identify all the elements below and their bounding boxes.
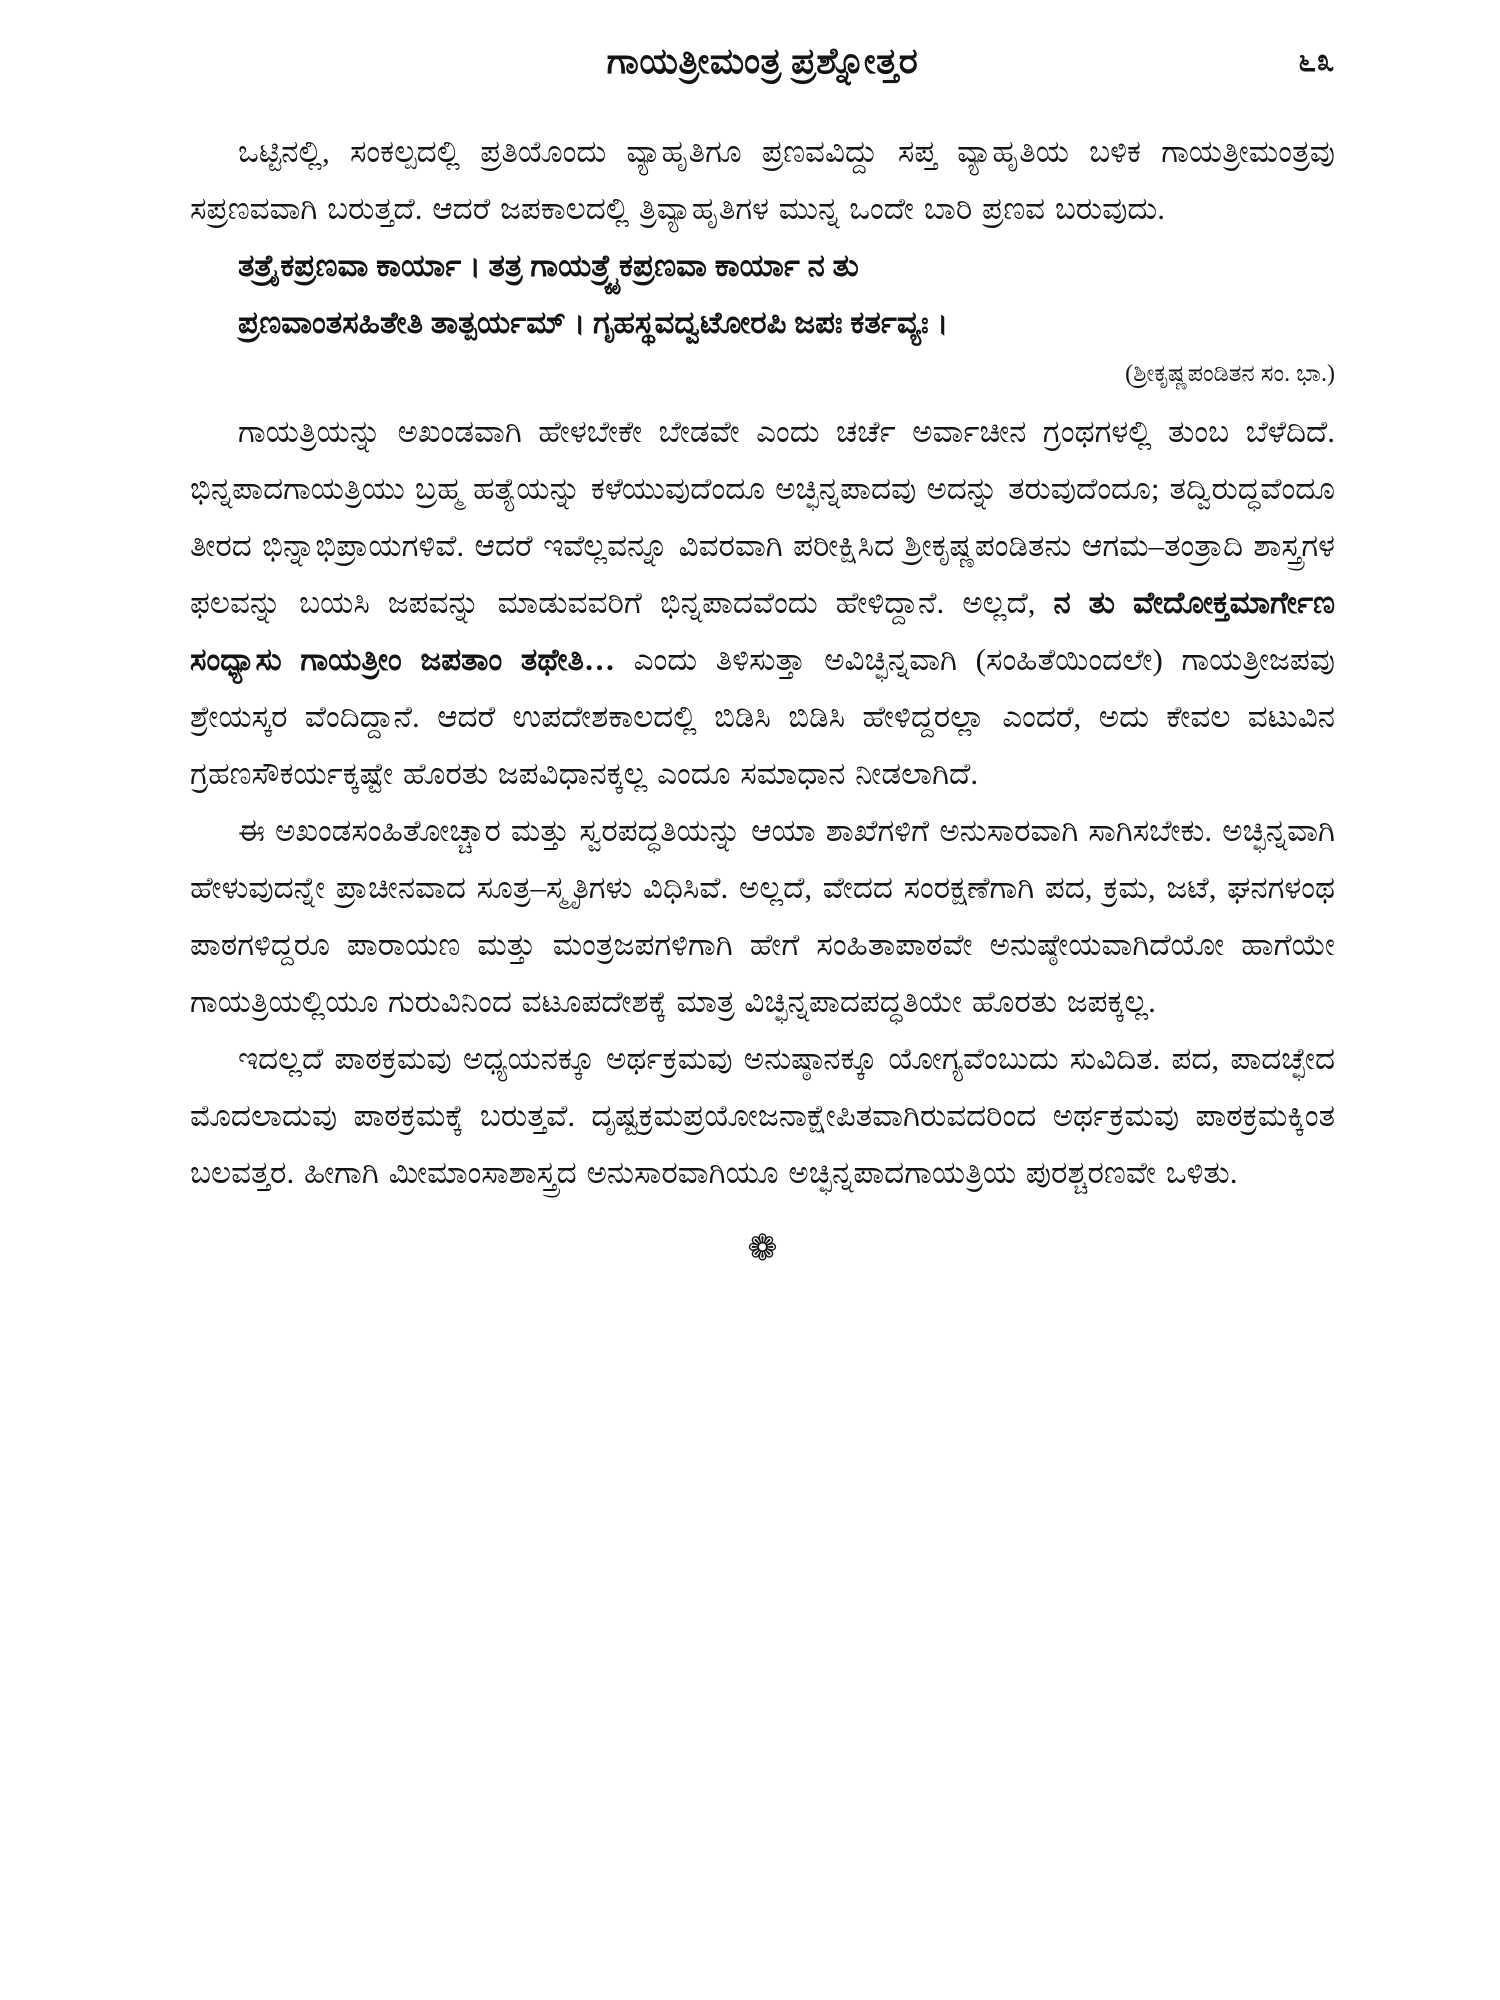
page-title: ಗಾಯತ್ರೀಮಂತ್ರ ಪ್ರಶ್ನೋತ್ತರ [606, 41, 919, 81]
quote-attribution: (ಶ್ರೀಕೃಷ್ಣಪಂಡಿತನ ಸಂ. ಭಾ.) [1125, 361, 1335, 387]
paragraph-4: ಇದಲ್ಲದೆ ಪಾಠಕ್ರಮವು ಅಧ್ಯಯನಕ್ಕೂ ಅರ್ಥಕ್ರಮವು ಅನುಷ್ಠಾನಕ್ಕೂ ಯೋಗ್ಯವೆಂಬುದು ಸುವಿದಿತ. ಪದ, ಪಾದಚ್ಛೇದ ಮೊದಲಾದುವು ಪಾಠಕ್ರಮಕ್ಕೆ ಬರುತ್ತವೆ. ದೃಷ್ಟಕ್ರಮಪ್ರಯೋಜನಾಕ್ಷೇಪಿತವಾಗಿರುವದರಿಂದ ಅರ್ಥಕ್ರಮವು ಪಾಠಕ್ರಮಕ್ಕಿಂತ ಬಲವತ್ತರ. ಹೀಗಾಗಿ ಮೀಮಾಂಸಾಶಾಸ್ತ್ರದ ಅನುಸಾರವಾಗಿಯೂ ಅಚ್ಛಿನ್ನಪಾದಗಾಯತ್ರಿಯ ಪುರಶ್ಚರಣವೇ ಒಳಿತು. [190, 1041, 1335, 1190]
page-header [190, 40, 1335, 83]
paragraph-2-text-continued: ಎಂದು ತಿಳಿಸುತ್ತಾ ಅವಿಚ್ಛಿನ್ನವಾಗಿ (ಸಂಹಿತೆಯಿಂದಲೇ) ಗಾಯತ್ರೀಜಪವು ಶ್ರೇಯಸ್ಕರ ವೆಂದಿದ್ದಾನೆ. ಆದರೆ ಉಪದೇಶಕಾಲದಲ್ಲಿ ಬಿಡಿಸಿ ಬಿಡಿಸಿ ಹೇಳಿದ್ದರಲ್ಲಾ ಎಂದರೆ, ಅದು ಕೇವಲ ವಟುವಿನ ಗ್ರಹಣಸೌಕರ್ಯಕ್ಕಷ್ಟೇ ಹೊರತು ಜಪವಿಧಾನಕ್ಕಲ್ಲ ಎಂದೂ ಸಮಾಧಾನ ನೀಡಲಾಗಿದೆ. [190, 642, 1335, 791]
page-number: ೬೩ [1298, 42, 1335, 78]
sanskrit-quote-line-1: ತತ್ರೈಕಪ್ರಣವಾ ಕಾರ್ಯಾ । ತತ್ರ ಗಾಯತ್ರ್ಯೈಕಪ್ರಣವಾ ಕಾರ್ಯಾ ನ ತು [238, 248, 859, 283]
paragraph-2 [190, 403, 1335, 802]
paragraph-2-bold-citation: ನ ತು ವೇದೋಕ್ತಮಾರ್ಗೇಣ ಸಂಧ್ಯಾಸು ಗಾಯತ್ರೀಂ ಜಪತಾಂ ತಥೇತಿ… [190, 585, 1335, 677]
sanskrit-quote [190, 237, 1335, 351]
flower-ornament: ❁ [747, 1228, 778, 1268]
paragraph-2-text: ಗಾಯತ್ರಿಯನ್ನು ಅಖಂಡವಾಗಿ ಹೇಳಬೇಕೇ ಬೇಡವೇ ಎಂದು ಚರ್ಚೆ ಅರ್ವಾಚೀನ ಗ್ರಂಥಗಳಲ್ಲಿ ತುಂಬ ಬೆಳೆದಿದೆ. ಭಿನ್ನಪಾದಗಾಯತ್ರಿಯು ಬ್ರಹ್ಮ ಹತ್ಯೆಯನ್ನು ಕಳೆಯುವುದೆಂದೂ ಅಚ್ಛಿನ್ನಪಾದವು ಅದನ್ನು ತರುವುದೆಂದೂ; ತದ್ವಿರುದ್ಧವೆಂದೂ ತೀರದ ಭಿನ್ನಾಭಿಪ್ರಾಯಗಳಿವೆ. ಆದರೆ ಇವೆಲ್ಲವನ್ನೂ ವಿವರವಾಗಿ ಪರೀಕ್ಷಿಸಿದ ಶ್ರೀಕೃಷ್ಣಪಂಡಿತನು ಆಗಮ–ತಂತ್ರಾದಿ ಶಾಸ್ತ್ರಗಳ ಫಲವನ್ನು ಬಯಸಿ ಜಪವನ್ನು ಮಾಡುವವರಿಗೆ ಭಿನ್ನಪಾದವೆಂದು ಹೇಳಿದ್ದಾನೆ. ಅಲ್ಲದೆ, [190, 414, 1335, 620]
sanskrit-quote-line-2: ಪ್ರಣವಾಂತಸಹಿತೇತಿ ತಾತ್ಪರ್ಯಮ್ । ಗೃಹಸ್ಥವದ್ವಟೋರಪಿ ಜಪಃ ಕರ್ತವ್ಯಃ । [238, 305, 949, 340]
paragraph-1: ಒಟ್ಟಿನಲ್ಲಿ, ಸಂಕಲ್ಪದಲ್ಲಿ ಪ್ರತಿಯೊಂದು ವ್ಯಾಹೃತಿಗೂ ಪ್ರಣವವಿದ್ದು ಸಪ್ತ ವ್ಯಾಹೃತಿಯ ಬಳಿಕ ಗಾಯತ್ರೀಮಂತ್ರವು ಸಪ್ರಣವವಾಗಿ ಬರುತ್ತದೆ. ಆದರೆ ಜಪಕಾಲದಲ್ಲಿ ತ್ರಿವ್ಯಾಹೃತಿಗಳ ಮುನ್ನ ಒಂದೇ ಬಾರಿ ಪ್ರಣವ ಬರುವುದು. [190, 134, 1335, 226]
paragraph-3: ಈ ಅಖಂಡಸಂಹಿತೋಚ್ಚಾರ ಮತ್ತು ಸ್ವರಪದ್ಧತಿಯನ್ನು ಆಯಾ ಶಾಖೆಗಳಿಗೆ ಅನುಸಾರವಾಗಿ ಸಾಗಿಸಬೇಕು. ಅಚ್ಛಿನ್ನವಾಗಿ ಹೇಳುವುದನ್ನೇ ಪ್ರಾಚೀನವಾದ ಸೂತ್ರ–ಸ್ಮೃತಿಗಳು ವಿಧಿಸಿವೆ. ಅಲ್ಲದೆ, ವೇದದ ಸಂರಕ್ಷಣೆಗಾಗಿ ಪದ, ಕ್ರಮ, ಜಟೆ, ಘನಗಳಂಥ ಪಾಠಗಳಿದ್ದರೂ ಪಾರಾಯಣ ಮತ್ತು ಮಂತ್ರಜಪಗಳಿಗಾಗಿ ಹೇಗೆ ಸಂಹಿತಾಪಾಠವೇ ಅನುಷ್ಠೇಯವಾಗಿದೆಯೋ ಹಾಗೆಯೇ ಗಾಯತ್ರಿಯಲ್ಲಿಯೂ ಗುರುವಿನಿಂದ ವಟೂಪದೇಶಕ್ಕೆ ಮಾತ್ರ ವಿಚ್ಛಿನ್ನಪಾದಪದ್ಧತಿಯೇ ಹೊರತು ಜಪಕ್ಕಲ್ಲ. [190, 813, 1335, 1019]
